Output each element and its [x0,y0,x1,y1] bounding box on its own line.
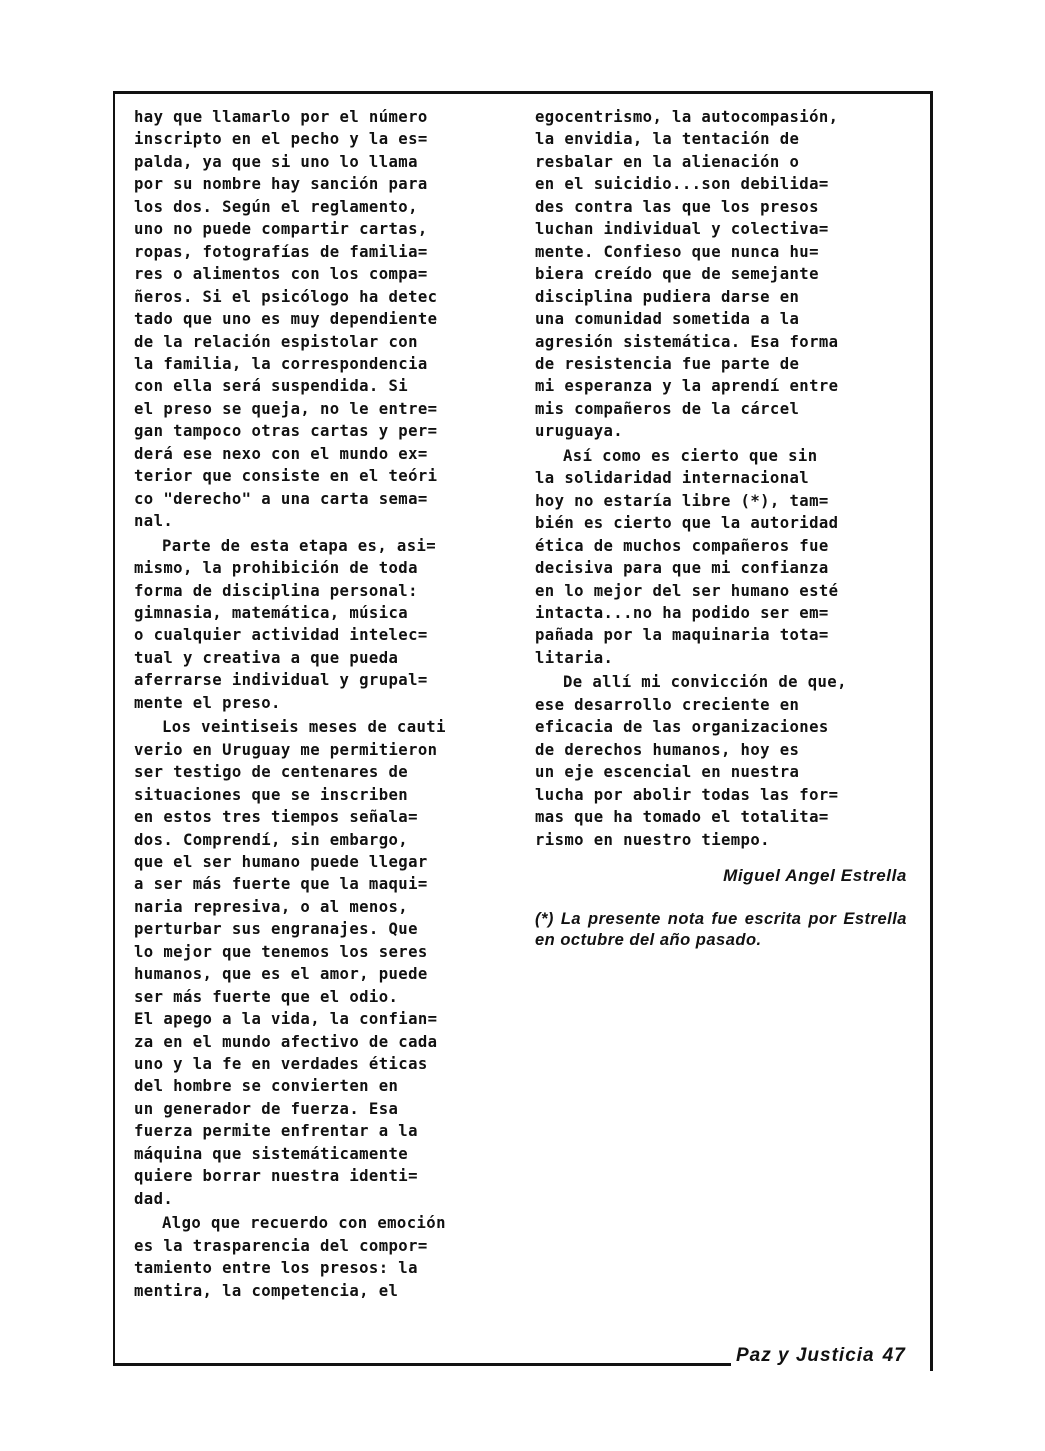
footnote: (*) La presente nota fue escrita por Estrella en octubre del año pasado. [535,910,907,950]
paragraph: Los veintiseis meses de cauti verio en Uruguay me permitieron ser testigo de centenares de situaciones que se inscriben en estos tres tiempos señala= dos. Comprendí, sin embargo, que el ser humano puede llegar a ser más fuerte que la maqui= naria represiva, o al menos, perturbar sus engranajes. Que lo mejor que tenemos los seres humanos, que es el amor, puede ser más fuerte que el odio. El apego a la vida, la confian= za en el mundo afectivo de cada uno y la fe en verdades éticas del hombre se convierten en un generador de fuerza. Esa fuerza permite enfrentar a la máquina que sistemáticamente quiere borrar nuestra identi= dad. [134,718,446,1208]
frame-top-rule [113,91,933,94]
left-column [134,106,506,1302]
page-number: 47 [882,1345,906,1366]
paragraph: hay que llamarlo por el número inscripto en el pecho y la es= palda, ya que si uno lo llama por su nombre hay sanción para los dos. Según el reglamento, uno no puede compartir cartas, ropas, fotografías de familia= res o alimentos con los compa= ñeros. Si el psicólogo ha detec tado que uno es muy dependiente de la relación espistolar con la familia, la correspondencia con ella será suspendida. Si el preso se queja, no le entre= gan tampoco otras cartas y per= derá ese nexo con el mundo ex= terior que consiste en el teóri co "derecho" a una carta sema= nal. [134,108,438,531]
paragraph: Así como es cierto que sin la solidaridad internacional hoy no estaría libre (*), tam= bién es cierto que la autoridad ética de muchos compañeros fue decisiva para que mi confianza en lo mejor del ser humano esté intacta...no ha podido ser em= pañada por la maquinaria tota= litaria. [535,446,839,667]
frame-left-rule [113,91,115,1365]
paragraph: De allí mi convicción de que, ese desarrollo creciente en eficacia de las organizaciones de derechos humanos, hoy es un eje escencial en nuestra lucha por abolir todas las for= mas que ha tomado el totalita= rismo en nuestro tiempo. [535,673,847,849]
paragraph: egocentrismo, la autocompasión, la envidia, la tentación de resbalar en la alienación o en el suicidio...son debilida= des contra las que los presos luchan individual y colectiva= mente. Confieso que nunca hu= biera creído que de semejante disciplina pudiera darse en una comunidad sometida a la agresión sistemática. Esa forma de resistencia fue parte de mi esperanza y la aprendí entre mis compañeros de la cárcel uruguaya. [535,108,839,441]
paragraph: Algo que recuerdo con emoción es la trasparencia del compor= tamiento entre los presos: la mentira, la competencia, el [134,1214,446,1300]
publication-name: Paz y Justicia [736,1345,875,1366]
paragraph: Parte de esta etapa es, asi= mismo, la prohibición de toda forma de disciplina personal: gimnasia, matemática, música o cualquier actividad intelec= tual y creativa a que pueda aferrarse individual y grupal= mente el preso. [134,536,437,712]
page-footer [736,1345,926,1375]
author-signature: Miguel Angel Estrella [723,865,907,885]
frame-right-rule [930,91,933,1371]
frame-bottom-rule [113,1363,731,1366]
right-column [535,106,907,951]
